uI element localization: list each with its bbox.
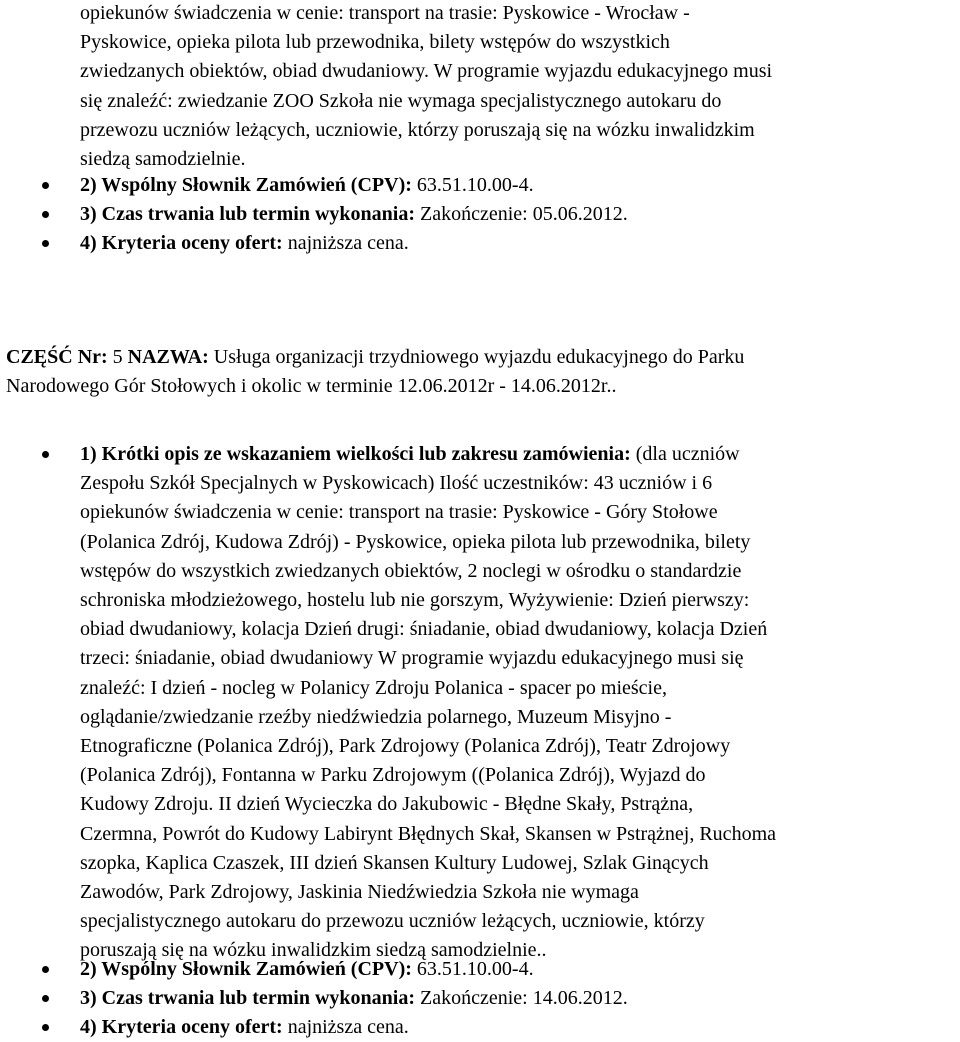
bullet-marker bbox=[42, 1024, 49, 1031]
bullet-marker bbox=[42, 240, 49, 247]
description-item bbox=[80, 440, 960, 966]
part-number: 5 bbox=[107, 346, 128, 368]
part-heading bbox=[6, 343, 956, 401]
description-text: (dla uczniów Zespołu Szkół Specjalnych w Pyskowicach) Ilość uczestników: 43 uczniów i 6 opiekunów świadczenia w cenie: transport na trasie: Pyskowice - Góry Stołowe (Polanica Zdrój, Kudowa Zdrój) - Pyskowice, opieka pilota lub przewodnika, bilety wstępów do wszystkich zwiedzanych obiektów, 2 noclegi w ośrodku o standardzie schroniska młodzieżowego, hostelu lub nie gorszym, Wyżywienie: Dzień pierwszy: obiad dwudaniowy, kolacja Dzień drugi: śniadanie, obiad dwudaniowy, kolacja Dzień trzeci: śniadanie, obiad dwudaniowy W programie wyjazdu edukacyjnego musi się znaleźć: I dzień - nocleg w Polanicy Zdroju Polanica - spacer po mieście, oglądanie/zwiedzanie rzeźby niedźwiedzia polarnego, Muzeum Misyjno - Etnograficzne (Polanica Zdrój), Park Zdrojowy (Polanica Zdrój), Teatr Zdrojowy (Polanica Zdrój), Fontanna w Parku Zdrojowym ((Polanica Zdrój), Wyjazd do Kudowy Zdroju. II dzień Wycieczka do Jakubowic - Błędne Skały, Pstrążna, Czermna, Powrót do Kudowy Labirynt Błędnych Skał, Skansen w Pstrążnej, Ruchoma szopka, Kaplica Czaszek, III dzień Skansen Kultury Ludowej, Szlak Ginących Zawodów, Park Zdrojowy, Jaskinia Niedźwiedzia Szkoła nie wymaga specjalistycznego autokaru do przewozu uczniów leżących, uczniowie, którzy poruszają się na wózku inwalidzkim siedzą samodzielnie.. bbox=[80, 443, 776, 962]
criteria-value: najniższa cena. bbox=[282, 1016, 409, 1038]
bullet-marker bbox=[42, 966, 49, 973]
duration-value: Zakończenie: 05.06.2012. bbox=[415, 203, 628, 225]
criteria-item bbox=[80, 229, 409, 258]
criteria-label: 4) Kryteria oceny ofert: bbox=[80, 232, 283, 254]
bullet-marker bbox=[42, 451, 49, 458]
cpv-label: 2) Wspólny Słownik Zamówień (CPV): bbox=[80, 958, 412, 980]
part-label: CZĘŚĆ Nr: bbox=[6, 346, 108, 368]
continuation-paragraph: opiekunów świadczenia w cenie: transport na trasie: Pyskowice - Wrocław - Pyskowice, opieka pilota lub przewodnika, bilety wstępów do wszystkich zwiedzanych obiektów, obiad dwudaniowy. W programie wyjazdu edukacyjnego musi się znaleźć: zwiedzanie ZOO Szkoła nie wymaga specjalistycznego autokaru do przewozu uczniów leżących, uczniowie, którzy poruszają się na wózku inwalidzkim siedzą samodzielnie. bbox=[80, 2, 773, 171]
description-label: 1) Krótki opis ze wskazaniem wielkości lub zakresu zamówienia: bbox=[80, 443, 631, 465]
cpv-value: 63.51.10.00-4. bbox=[411, 174, 534, 196]
cpv-item bbox=[80, 955, 534, 984]
bullet-marker bbox=[42, 211, 49, 218]
name-text: Usługa organizacji trzydniowego wyjazdu edukacyjnego do Parku Narodowego Gór Stołowych i okolic w terminie 12.06.2012r - 14.06.2012r.. bbox=[6, 346, 745, 398]
bullet-marker bbox=[42, 182, 49, 189]
criteria-label: 4) Kryteria oceny ofert: bbox=[80, 1016, 283, 1038]
duration-label: 3) Czas trwania lub termin wykonania: bbox=[80, 987, 416, 1009]
bullet-marker bbox=[42, 995, 49, 1002]
cpv-value: 63.51.10.00-4. bbox=[411, 958, 534, 980]
duration-item bbox=[80, 984, 628, 1013]
cpv-item bbox=[80, 171, 534, 200]
duration-item bbox=[80, 200, 628, 229]
duration-label: 3) Czas trwania lub termin wykonania: bbox=[80, 203, 416, 225]
criteria-value: najniższa cena. bbox=[282, 232, 409, 254]
cpv-label: 2) Wspólny Słownik Zamówień (CPV): bbox=[80, 174, 412, 196]
name-label: NAZWA: bbox=[127, 346, 209, 368]
criteria-item bbox=[80, 1013, 409, 1042]
duration-value: Zakończenie: 14.06.2012. bbox=[415, 987, 628, 1009]
